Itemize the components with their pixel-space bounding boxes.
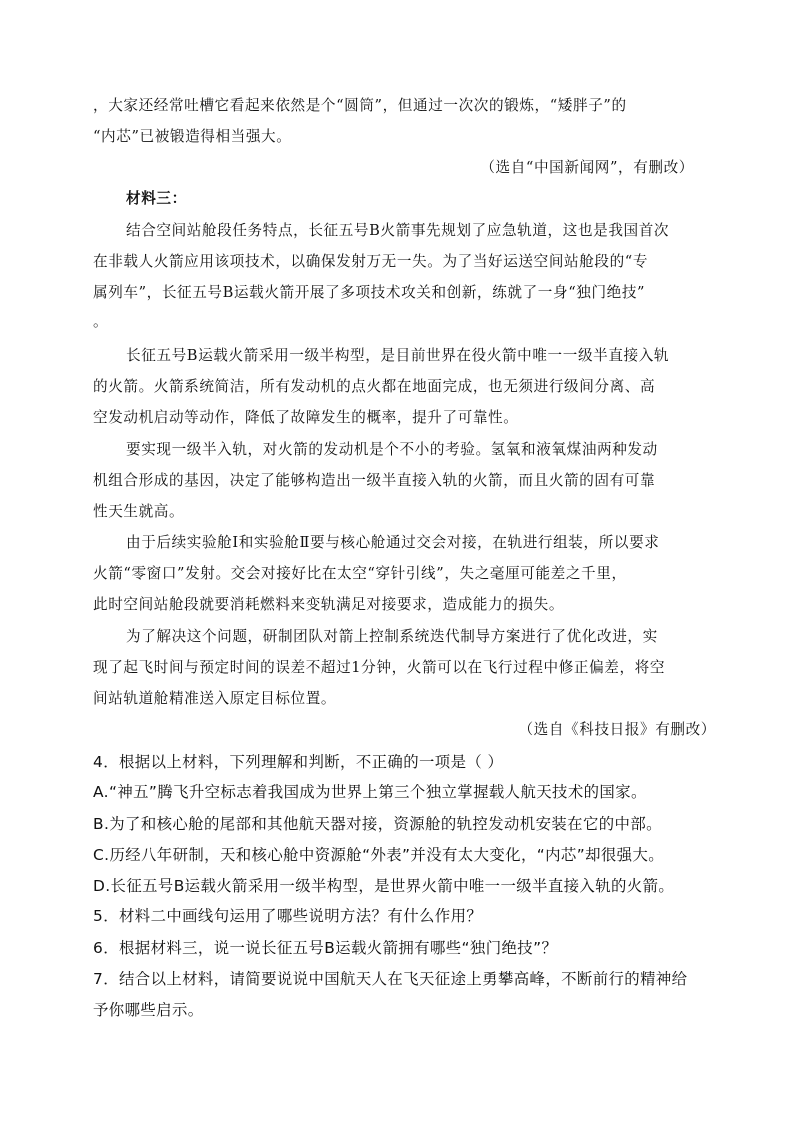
paragraph-line: 在非载人火箭应用该项技术，以确保发射万无一失。为了当好运送空间站舱段的“专 <box>93 253 649 270</box>
material3-source: （选自《科技日报》有删改） <box>518 721 716 738</box>
material2-text-line: “内芯”已被锻造得相当强大。 <box>93 128 292 145</box>
paragraph-line: 的火箭。火箭系统简洁，所有发动机的点火都在地面完成，也无须进行级间分离、高 <box>93 378 656 395</box>
paragraph-line: 属列车”，长征五号B运载火箭开展了多项技术攻关和创新，练就了一身“独门绝技” <box>93 284 646 301</box>
paragraph-line: 间站轨道舱精准送入原定目标位置。 <box>93 690 337 707</box>
question-4: 4．根据以上材料，下列理解和判断，不正确的一项是（ ） <box>93 753 504 771</box>
paragraph-line: 空发动机启动等动作，降低了故障发生的概率，提升了可靠性。 <box>93 409 519 426</box>
material2-text-line: ，大家还经常吐槽它看起来依然是个“圆筒”，但通过一次次的锻炼，“矮胖子”的 <box>93 97 627 114</box>
paragraph-line: 。 <box>93 313 109 330</box>
paragraph-line: 现了起飞时间与预定时间的误差不超过1分钟，火箭可以在飞行过程中修正偏差，将空 <box>93 659 666 676</box>
question-4-option-d: D.长征五号B运载火箭采用一级半构型，是世界火箭中唯一一级半直接入轨的火箭。 <box>93 877 675 895</box>
paragraph-line: 结合空间站舱段任务特点，长征五号B火箭事先规划了应急轨道，这也是我国首次 <box>126 222 670 239</box>
paragraph-line: 机组合形成的基因，决定了能够构造出一级半直接入轨的火箭，而且火箭的固有可靠 <box>93 472 656 489</box>
question-7-line: 予你哪些启示。 <box>93 1001 204 1019</box>
question-5: 5．材料二中画线句运用了哪些说明方法？有什么作用？ <box>93 907 483 925</box>
paragraph-line: 长征五号B运载火箭采用一级半构型，是目前世界在役火箭中唯一一级半直接入轨 <box>126 347 670 364</box>
material2-source: （选自“中国新闻网”，有删改） <box>480 159 694 176</box>
material3-heading: 材料三： <box>126 190 187 207</box>
question-4-option-b: B.为了和核心舱的尾部和其他航天器对接，资源舱的轨控发动机安装在它的中部。 <box>93 815 662 833</box>
question-4-option-a: A.“神五”腾飞升空标志着我国成为世界上第三个独立掌握载人航天技术的国家。 <box>93 783 647 801</box>
paragraph-line: 火箭“零窗口”发射。交会对接好比在太空“穿针引线”，失之毫厘可能差之千里， <box>93 565 627 582</box>
question-7-line: 7．结合以上材料，请简要说说中国航天人在飞天征途上勇攀高峰，不断前行的精神给 <box>93 970 688 988</box>
paragraph-line: 为了解决这个问题，研制团队对箭上控制系统迭代制导方案进行了优化改进，实 <box>126 628 658 645</box>
paragraph-line: 性天生就高。 <box>93 503 185 520</box>
paragraph-line: 此时空间站舱段就要消耗燃料来变轨满足对接要求，造成能力的损失。 <box>93 596 565 613</box>
paragraph-line: 由于后续实验舱Ⅰ和实验舱Ⅱ要与核心舱通过交会对接，在轨进行组装，所以要求 <box>126 534 660 551</box>
question-6: 6．根据材料三，说一说长征五号B运载火箭拥有哪些“独门绝技”？ <box>93 939 558 957</box>
paragraph-line: 要实现一级半入轨，对火箭的发动机是个不小的考验。氢氧和液氧煤油两种发动 <box>126 441 658 458</box>
question-4-option-c: C.历经八年研制，天和核心舱中资源舱“外表”并没有太大变化，“内芯”却很强大。 <box>93 846 665 864</box>
